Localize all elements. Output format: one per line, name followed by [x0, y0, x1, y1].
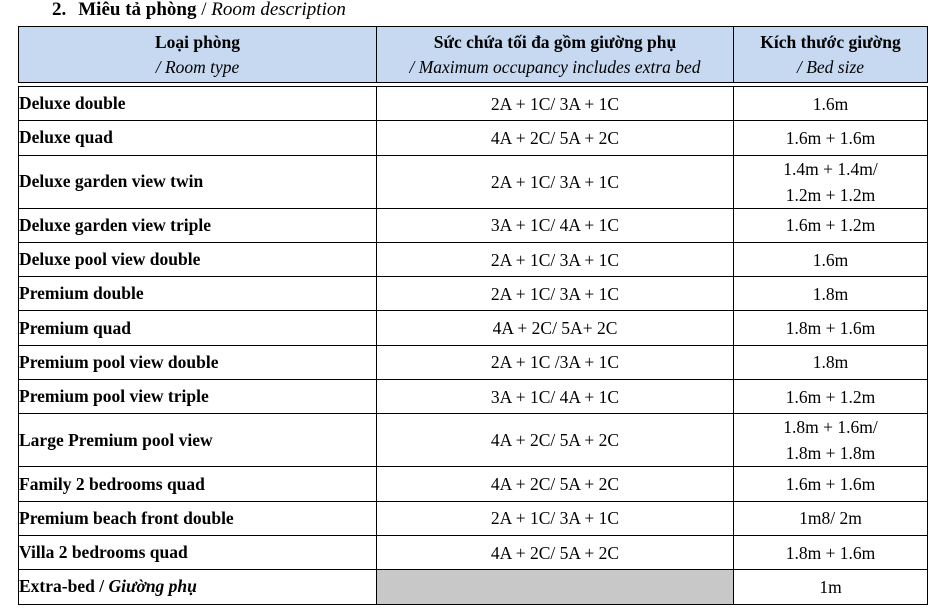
- table-row: [19, 535, 928, 569]
- occupancy-cell: 4A + 2C/ 5A + 2C: [377, 535, 734, 569]
- table-row: [19, 208, 928, 242]
- occupancy-cell: 4A + 2C/ 5A + 2C: [377, 121, 734, 155]
- occupancy-cell-empty: [377, 570, 734, 604]
- table-row: [19, 242, 928, 276]
- table-row: [19, 467, 928, 501]
- room-type-cell: Premium pool view double: [19, 345, 377, 379]
- occupancy-cell: 4A + 2C/ 5A + 2C: [377, 467, 734, 501]
- bed-size-line: 1.4m + 1.4m/: [783, 158, 878, 179]
- room-description-table: [18, 26, 928, 605]
- table-row: [19, 121, 928, 155]
- bed-size-cell: 1m: [734, 570, 928, 604]
- table-row: [19, 311, 928, 345]
- bed-size-cell: [734, 155, 928, 208]
- occupancy-cell: 3A + 1C/ 4A + 1C: [377, 208, 734, 242]
- room-type-cell: Deluxe garden view triple: [19, 208, 377, 242]
- room-type-cell: Deluxe double: [19, 87, 377, 121]
- bed-size-cell: 1.6m: [734, 87, 928, 121]
- table-row: [19, 380, 928, 414]
- bed-size-line: 1.8m + 1.8m: [785, 443, 876, 464]
- occupancy-cell: 2A + 1C /3A + 1C: [377, 345, 734, 379]
- section-title-separator: /: [196, 0, 212, 20]
- section-title-vn: Miêu tả phòng: [78, 0, 197, 20]
- occupancy-cell: 2A + 1C/ 3A + 1C: [377, 242, 734, 276]
- occupancy-cell: 4A + 2C/ 5A + 2C: [377, 414, 734, 467]
- table-row: [19, 87, 928, 121]
- room-type-cell: Premium pool view triple: [19, 380, 377, 414]
- extra-bed-label: Extra-bed /: [19, 576, 109, 597]
- room-type-cell: Deluxe garden view twin: [19, 155, 377, 208]
- bed-size-line: 1.2m + 1.2m: [785, 184, 876, 205]
- bed-size-cell: 1.8m + 1.6m: [734, 535, 928, 569]
- occupancy-cell: 4A + 2C/ 5A+ 2C: [377, 311, 734, 345]
- table-header-row: [19, 27, 928, 83]
- section-number: 2.: [52, 0, 67, 20]
- section-title-en: Room description: [211, 0, 346, 20]
- bed-size-cell: 1.6m + 1.2m: [734, 208, 928, 242]
- occupancy-cell: 2A + 1C/ 3A + 1C: [377, 87, 734, 121]
- occupancy-cell: 2A + 1C/ 3A + 1C: [377, 155, 734, 208]
- occupancy-cell: 3A + 1C/ 4A + 1C: [377, 380, 734, 414]
- bed-size-cell: 1.6m + 1.2m: [734, 380, 928, 414]
- section-heading: [52, 0, 346, 23]
- room-type-cell: Premium double: [19, 277, 377, 311]
- bed-size-cell: 1.8m + 1.6m: [734, 311, 928, 345]
- bed-size-cell: [734, 414, 928, 467]
- room-type-cell: Family 2 bedrooms quad: [19, 467, 377, 501]
- bed-size-line: 1.8m + 1.6m/: [783, 417, 878, 438]
- table-row: [19, 414, 928, 467]
- occupancy-cell: 2A + 1C/ 3A + 1C: [377, 501, 734, 535]
- table-row: [19, 501, 928, 535]
- room-type-cell: Premium quad: [19, 311, 377, 345]
- header-max-occupancy: Sức chứa tối đa gồm giường phụ / Maximum occupancy includes extra bed: [377, 27, 734, 83]
- room-type-cell: Large Premium pool view: [19, 414, 377, 467]
- room-type-cell: [19, 570, 377, 604]
- header-bed-size: Kích thước giường / Bed size: [734, 27, 928, 83]
- header-room-type: Loại phòng / Room type: [19, 27, 377, 83]
- room-type-cell: Premium beach front double: [19, 501, 377, 535]
- table-row: [19, 277, 928, 311]
- room-type-cell: Villa 2 bedrooms quad: [19, 535, 377, 569]
- bed-size-cell: 1m8/ 2m: [734, 501, 928, 535]
- extra-bed-label-vn: Giường phụ: [108, 576, 197, 597]
- table-row: [19, 345, 928, 379]
- bed-size-cell: 1.8m: [734, 345, 928, 379]
- room-type-cell: Deluxe quad: [19, 121, 377, 155]
- table-row-extra-bed: [19, 570, 928, 604]
- bed-size-cell: 1.6m: [734, 242, 928, 276]
- bed-size-cell: 1.6m + 1.6m: [734, 467, 928, 501]
- table-row: [19, 155, 928, 208]
- bed-size-cell: 1.6m + 1.6m: [734, 121, 928, 155]
- room-type-cell: Deluxe pool view double: [19, 242, 377, 276]
- occupancy-cell: 2A + 1C/ 3A + 1C: [377, 277, 734, 311]
- bed-size-cell: 1.8m: [734, 277, 928, 311]
